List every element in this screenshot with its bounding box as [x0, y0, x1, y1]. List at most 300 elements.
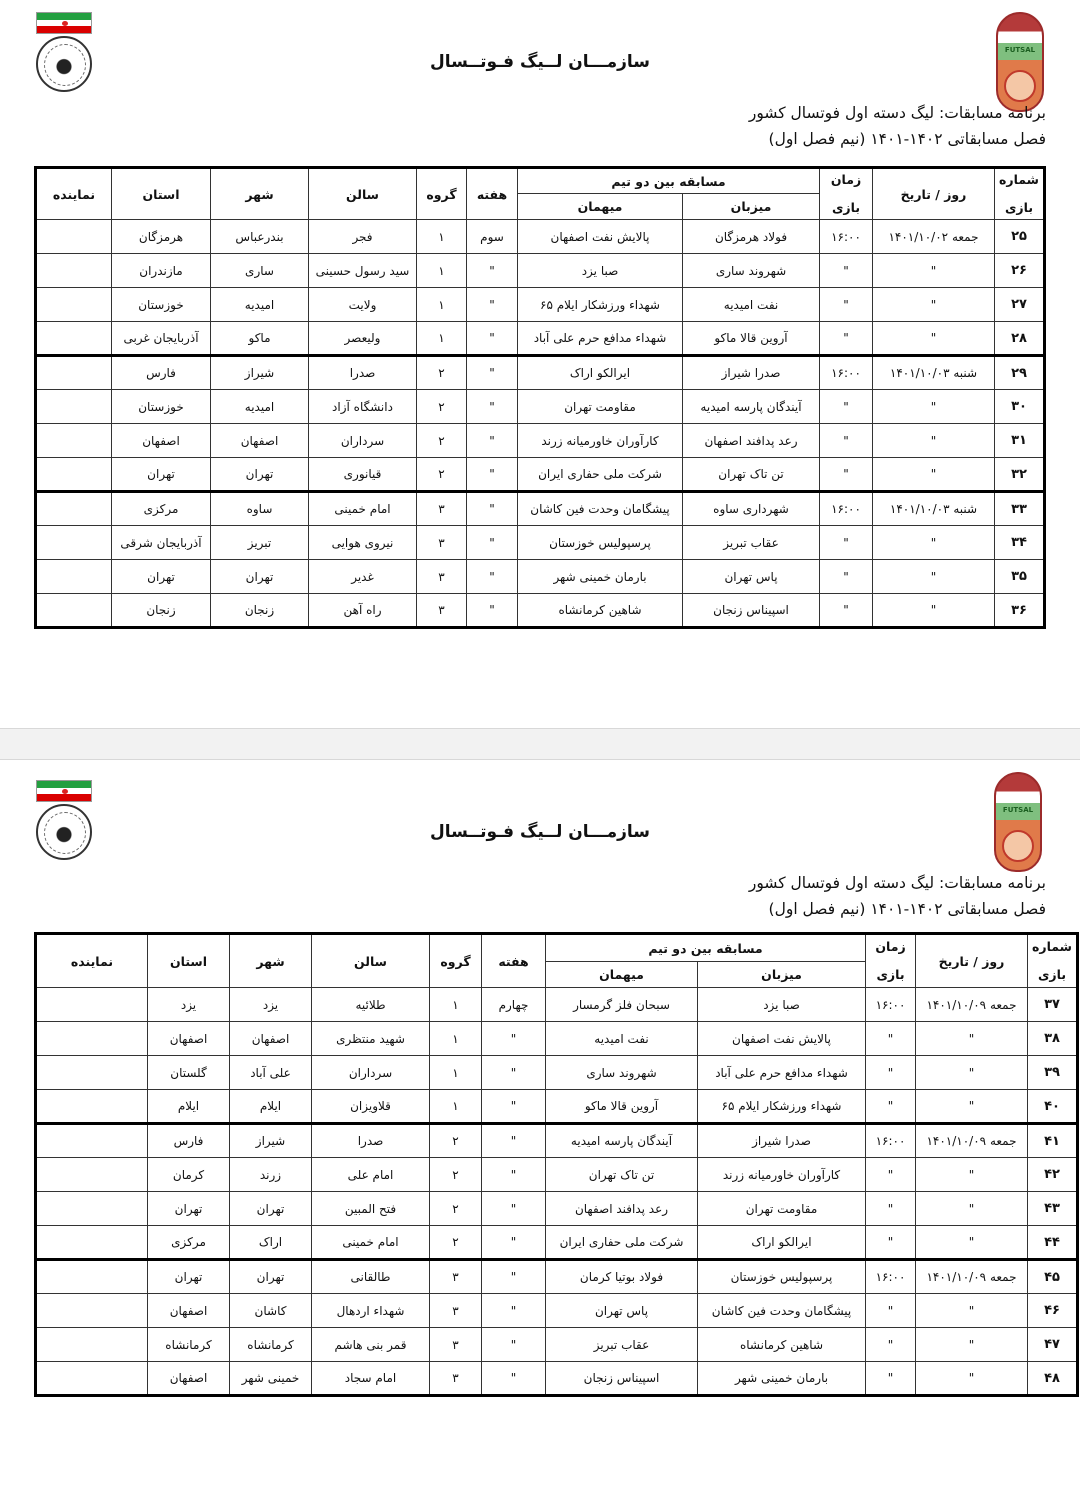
time-cell: " — [820, 526, 873, 560]
date-cell: " — [916, 1192, 1028, 1226]
representative-cell — [36, 322, 112, 356]
group-cell: ۳ — [430, 1328, 482, 1362]
header-city: شهر — [230, 934, 312, 988]
host-team-cell: پرسپولیس خوزستان — [698, 1260, 866, 1294]
representative-cell — [36, 492, 112, 526]
match-number-cell: ۳۵ — [995, 560, 1045, 594]
match-number-cell: ۲۶ — [995, 254, 1045, 288]
header-guest: میهمان — [546, 962, 698, 988]
schedule-page-2 — [0, 760, 1080, 1509]
group-cell: ۲ — [430, 1192, 482, 1226]
date-cell: " — [916, 1226, 1028, 1260]
schedule-body — [36, 220, 1045, 628]
table-row — [36, 424, 1045, 458]
week-cell: " — [467, 492, 518, 526]
city-cell: تهران — [230, 1192, 312, 1226]
week-cell: " — [467, 356, 518, 390]
guest-team-cell: سبحان فلز گرمسار — [546, 988, 698, 1022]
schedule-body — [36, 988, 1078, 1396]
match-number-cell: ۳۱ — [995, 424, 1045, 458]
host-team-cell: فولاد هرمزگان — [683, 220, 820, 254]
guest-team-cell: عقاب تبریز — [546, 1328, 698, 1362]
host-team-cell: پاس تهران — [683, 560, 820, 594]
guest-team-cell: پرسپولیس خوزستان — [518, 526, 683, 560]
province-cell: اصفهان — [148, 1362, 230, 1396]
week-cell: " — [467, 594, 518, 628]
group-cell: ۲ — [417, 356, 467, 390]
host-team-cell: پیشگامان وحدت فین کاشان — [698, 1294, 866, 1328]
table-row — [36, 1090, 1078, 1124]
representative-cell — [36, 220, 112, 254]
match-number-cell: ۳۹ — [1028, 1056, 1078, 1090]
hall-cell: امام علی — [312, 1158, 430, 1192]
host-team-cell: آیندگان پارسه امیدیه — [683, 390, 820, 424]
guest-team-cell: شرکت ملی حفاری ایران — [546, 1226, 698, 1260]
city-cell: تبریز — [211, 526, 309, 560]
group-cell: ۱ — [417, 288, 467, 322]
futsal-logo-text: FUTSAL — [1004, 46, 1036, 54]
match-number-cell: ۲۵ — [995, 220, 1045, 254]
date-cell: جمعه ۱۴۰۱/۱۰/۰۹ — [916, 1260, 1028, 1294]
date-cell: " — [873, 458, 995, 492]
city-cell: کاشان — [230, 1294, 312, 1328]
header-province: استان — [148, 934, 230, 988]
table-row — [36, 492, 1045, 526]
time-cell: ۱۶:۰۰ — [866, 988, 916, 1022]
guest-team-cell: شهداء ورزشکار ایلام ۶۵ — [518, 288, 683, 322]
city-cell: تهران — [211, 458, 309, 492]
header-between-teams: مسابقه بین دو تیم — [546, 934, 866, 962]
table-row — [36, 1260, 1078, 1294]
match-number-cell: ۳۴ — [995, 526, 1045, 560]
schedule-page-1 — [0, 0, 1080, 728]
group-cell: ۲ — [417, 390, 467, 424]
date-cell: شنبه ۱۴۰۱/۱۰/۰۳ — [873, 356, 995, 390]
hall-cell: طلائیه — [312, 988, 430, 1022]
date-cell: " — [873, 288, 995, 322]
hall-cell: امام خمینی — [309, 492, 417, 526]
match-number-cell: ۴۳ — [1028, 1192, 1078, 1226]
week-cell: " — [467, 526, 518, 560]
guest-team-cell: صبا یزد — [518, 254, 683, 288]
week-cell: " — [467, 560, 518, 594]
organization-title: سازمـــان لــیگ فـوتــسال — [430, 822, 650, 842]
group-cell: ۲ — [430, 1124, 482, 1158]
date-cell: " — [916, 1294, 1028, 1328]
hall-cell: فتح المبین — [312, 1192, 430, 1226]
city-cell: ایلام — [230, 1090, 312, 1124]
guest-team-cell: شهروند ساری — [546, 1056, 698, 1090]
city-cell: ماکو — [211, 322, 309, 356]
table-row — [36, 390, 1045, 424]
guest-team-cell: شهداء مدافع حرم علی آباد — [518, 322, 683, 356]
match-number-cell: ۳۰ — [995, 390, 1045, 424]
representative-cell — [36, 288, 112, 322]
province-cell: تهران — [112, 560, 211, 594]
hall-cell: صدرا — [312, 1124, 430, 1158]
province-cell: فارس — [148, 1124, 230, 1158]
group-cell: ۱ — [417, 322, 467, 356]
table-row — [36, 1226, 1078, 1260]
representative-cell — [36, 1158, 148, 1192]
representative-cell — [36, 458, 112, 492]
host-team-cell: مقاومت تهران — [698, 1192, 866, 1226]
week-cell: " — [467, 288, 518, 322]
city-cell: ساوه — [211, 492, 309, 526]
host-team-cell: اسپیناس زنجان — [683, 594, 820, 628]
host-team-cell: رعد پدافند اصفهان — [683, 424, 820, 458]
table-row — [36, 1294, 1078, 1328]
city-cell: یزد — [230, 988, 312, 1022]
match-number-cell: ۳۶ — [995, 594, 1045, 628]
table-row — [36, 988, 1078, 1022]
guest-team-cell: شاهین کرمانشاه — [518, 594, 683, 628]
hall-cell: راه آهن — [309, 594, 417, 628]
host-team-cell: صدرا شیراز — [683, 356, 820, 390]
hall-cell: قلاویزان — [312, 1090, 430, 1124]
date-cell: جمعه ۱۴۰۱/۱۰/۰۲ — [873, 220, 995, 254]
header-city: شهر — [211, 168, 309, 220]
province-cell: خوزستان — [112, 390, 211, 424]
date-cell: " — [916, 1328, 1028, 1362]
guest-team-cell: شرکت ملی حفاری ایران — [518, 458, 683, 492]
table-row — [36, 254, 1045, 288]
time-cell: " — [866, 1090, 916, 1124]
group-cell: ۱ — [430, 1022, 482, 1056]
season-line: فصل مسابقاتی ۱۴۰۲-۱۴۰۱ (نیم فصل اول) — [768, 130, 1046, 148]
header-guest: میهمان — [518, 194, 683, 220]
host-team-cell: کارآوران خاورمیانه زرند — [698, 1158, 866, 1192]
group-cell: ۳ — [417, 594, 467, 628]
match-number-cell: ۲۹ — [995, 356, 1045, 390]
representative-cell — [36, 988, 148, 1022]
hall-cell: ولیعصر — [309, 322, 417, 356]
host-team-cell: شهداء مدافع حرم علی آباد — [698, 1056, 866, 1090]
guest-team-cell: کارآوران خاورمیانه زرند — [518, 424, 683, 458]
representative-cell — [36, 1090, 148, 1124]
week-cell: چهارم — [482, 988, 546, 1022]
province-cell: فارس — [112, 356, 211, 390]
representative-cell — [36, 1056, 148, 1090]
group-cell: ۱ — [430, 988, 482, 1022]
header-representative: نماینده — [36, 168, 112, 220]
city-cell: تهران — [211, 560, 309, 594]
hall-cell: شهید منتظری — [312, 1022, 430, 1056]
city-cell: بندرعباس — [211, 220, 309, 254]
time-cell: " — [820, 322, 873, 356]
header-match-number: شماره بازی — [995, 168, 1045, 220]
schedule-table — [34, 932, 1079, 1397]
match-number-cell: ۴۱ — [1028, 1124, 1078, 1158]
city-cell: امیدیه — [211, 390, 309, 424]
week-cell: " — [467, 424, 518, 458]
guest-team-cell: نفت امیدیه — [546, 1022, 698, 1056]
hall-cell: فجر — [309, 220, 417, 254]
time-cell: " — [820, 594, 873, 628]
date-cell: " — [916, 1158, 1028, 1192]
host-team-cell: پالایش نفت اصفهان — [698, 1022, 866, 1056]
guest-team-cell: اسپیناس زنجان — [546, 1362, 698, 1396]
table-row — [36, 560, 1045, 594]
week-cell: " — [482, 1362, 546, 1396]
date-cell: " — [873, 594, 995, 628]
group-cell: ۱ — [430, 1090, 482, 1124]
group-cell: ۲ — [430, 1158, 482, 1192]
header-week: هفته — [467, 168, 518, 220]
week-cell: " — [482, 1090, 546, 1124]
match-number-cell: ۳۸ — [1028, 1022, 1078, 1056]
time-cell: " — [866, 1362, 916, 1396]
header-match-time: زمان بازی — [820, 168, 873, 220]
page-separator — [0, 728, 1080, 760]
header-day-date: روز / تاریخ — [873, 168, 995, 220]
date-cell: " — [916, 1090, 1028, 1124]
week-cell: " — [482, 1158, 546, 1192]
group-cell: ۳ — [417, 526, 467, 560]
time-cell: " — [820, 390, 873, 424]
group-cell: ۳ — [430, 1260, 482, 1294]
representative-cell — [36, 356, 112, 390]
match-number-cell: ۴۸ — [1028, 1362, 1078, 1396]
group-cell: ۲ — [430, 1226, 482, 1260]
province-cell: کرمان — [148, 1158, 230, 1192]
meta-block — [749, 100, 1046, 152]
province-cell: اصفهان — [148, 1294, 230, 1328]
week-cell: " — [467, 458, 518, 492]
province-cell: کرمانشاه — [148, 1328, 230, 1362]
host-team-cell: ایرالکو اراک — [698, 1226, 866, 1260]
time-cell: " — [866, 1056, 916, 1090]
date-cell: " — [873, 254, 995, 288]
match-number-cell: ۴۰ — [1028, 1090, 1078, 1124]
representative-cell — [36, 1328, 148, 1362]
week-cell: " — [482, 1294, 546, 1328]
representative-cell — [36, 1022, 148, 1056]
representative-cell — [36, 594, 112, 628]
guest-team-cell: پالایش نفت اصفهان — [518, 220, 683, 254]
group-cell: ۱ — [417, 254, 467, 288]
hall-cell: صدرا — [309, 356, 417, 390]
city-cell: امیدیه — [211, 288, 309, 322]
hall-cell: سرداران — [312, 1056, 430, 1090]
province-cell: مازندران — [112, 254, 211, 288]
hall-cell: غدیر — [309, 560, 417, 594]
city-cell: شیراز — [230, 1124, 312, 1158]
guest-team-cell: آیندگان پارسه امیدیه — [546, 1124, 698, 1158]
organization-title: سازمـــان لــیگ فـوتــسال — [430, 52, 650, 72]
host-team-cell: عقاب تبریز — [683, 526, 820, 560]
hall-cell: قیانوری — [309, 458, 417, 492]
group-cell: ۳ — [417, 492, 467, 526]
host-team-cell: صبا یزد — [698, 988, 866, 1022]
city-cell: ساری — [211, 254, 309, 288]
province-cell: آذربایجان شرقی — [112, 526, 211, 560]
province-cell: زنجان — [112, 594, 211, 628]
host-team-cell: بارمان خمینی شهر — [698, 1362, 866, 1396]
province-cell: مرکزی — [112, 492, 211, 526]
iran-flag-icon — [36, 780, 92, 802]
header-hall: سالن — [312, 934, 430, 988]
hall-cell: دانشگاه آزاد — [309, 390, 417, 424]
representative-cell — [36, 390, 112, 424]
time-cell: " — [820, 424, 873, 458]
meta-block — [749, 870, 1046, 922]
match-number-cell: ۲۷ — [995, 288, 1045, 322]
match-number-cell: ۳۲ — [995, 458, 1045, 492]
time-cell: ۱۶:۰۰ — [820, 356, 873, 390]
table-row — [36, 288, 1045, 322]
representative-cell — [36, 1260, 148, 1294]
time-cell: " — [866, 1192, 916, 1226]
guest-team-cell: پیشگامان وحدت فین کاشان — [518, 492, 683, 526]
header-day-date: روز / تاریخ — [916, 934, 1028, 988]
hall-cell: سید رسول حسینی — [309, 254, 417, 288]
table-row — [36, 1056, 1078, 1090]
time-cell: " — [820, 458, 873, 492]
week-cell: " — [467, 254, 518, 288]
date-cell: شنبه ۱۴۰۱/۱۰/۰۳ — [873, 492, 995, 526]
header-representative: نماینده — [36, 934, 148, 988]
match-number-cell: ۴۶ — [1028, 1294, 1078, 1328]
host-team-cell: شهروند ساری — [683, 254, 820, 288]
representative-cell — [36, 424, 112, 458]
match-number-cell: ۳۷ — [1028, 988, 1078, 1022]
week-cell: سوم — [467, 220, 518, 254]
schedule-table — [34, 166, 1046, 629]
city-cell: شیراز — [211, 356, 309, 390]
time-cell: " — [866, 1022, 916, 1056]
week-cell: " — [482, 1022, 546, 1056]
iran-flag-icon — [36, 12, 92, 34]
province-cell: یزد — [148, 988, 230, 1022]
table-row — [36, 458, 1045, 492]
province-cell: اصفهان — [112, 424, 211, 458]
hall-cell: ولایت — [309, 288, 417, 322]
time-cell: " — [820, 254, 873, 288]
province-cell: گلستان — [148, 1056, 230, 1090]
guest-team-cell: آروین قالا ماکو — [546, 1090, 698, 1124]
week-cell: " — [467, 390, 518, 424]
header-host: میزبان — [683, 194, 820, 220]
guest-team-cell: رعد پدافند اصفهان — [546, 1192, 698, 1226]
table-row — [36, 1362, 1078, 1396]
week-cell: " — [482, 1056, 546, 1090]
guest-team-cell: فولاد بوتیا کرمان — [546, 1260, 698, 1294]
time-cell: " — [820, 288, 873, 322]
time-cell: " — [866, 1294, 916, 1328]
match-number-cell: ۴۴ — [1028, 1226, 1078, 1260]
group-cell: ۳ — [430, 1362, 482, 1396]
host-team-cell: آروین قالا ماکو — [683, 322, 820, 356]
city-cell: خمینی شهر — [230, 1362, 312, 1396]
date-cell: " — [873, 424, 995, 458]
header-hall: سالن — [309, 168, 417, 220]
header-match-number: شماره بازی — [1028, 934, 1078, 988]
hall-cell: قمر بنی هاشم — [312, 1328, 430, 1362]
time-cell: " — [866, 1158, 916, 1192]
match-number-cell: ۲۸ — [995, 322, 1045, 356]
match-number-cell: ۴۷ — [1028, 1328, 1078, 1362]
guest-team-cell: ایرالکو اراک — [518, 356, 683, 390]
date-cell: جمعه ۱۴۰۱/۱۰/۰۹ — [916, 1124, 1028, 1158]
guest-team-cell: بارمان خمینی شهر — [518, 560, 683, 594]
city-cell: زرند — [230, 1158, 312, 1192]
date-cell: " — [916, 1022, 1028, 1056]
competition-line: برنامه مسابقات: لیگ دسته اول فوتسال کشور — [748, 874, 1046, 892]
week-cell: " — [482, 1192, 546, 1226]
header-host: میزبان — [698, 962, 866, 988]
guest-team-cell: پاس تهران — [546, 1294, 698, 1328]
group-cell: ۲ — [417, 458, 467, 492]
hall-cell: امام سجاد — [312, 1362, 430, 1396]
hall-cell: نیروی هوایی — [309, 526, 417, 560]
week-cell: " — [482, 1328, 546, 1362]
group-cell: ۱ — [417, 220, 467, 254]
host-team-cell: صدرا شیراز — [698, 1124, 866, 1158]
match-number-cell: ۳۳ — [995, 492, 1045, 526]
date-cell: جمعه ۱۴۰۱/۱۰/۰۹ — [916, 988, 1028, 1022]
week-cell: " — [482, 1226, 546, 1260]
representative-cell — [36, 1226, 148, 1260]
table-row — [36, 526, 1045, 560]
date-cell: " — [873, 322, 995, 356]
host-team-cell: نفت امیدیه — [683, 288, 820, 322]
representative-cell — [36, 1192, 148, 1226]
province-cell: تهران — [148, 1260, 230, 1294]
table-row — [36, 356, 1045, 390]
table-row — [36, 1022, 1078, 1056]
time-cell: " — [866, 1226, 916, 1260]
province-cell: خوزستان — [112, 288, 211, 322]
guest-team-cell: تن تاک تهران — [546, 1158, 698, 1192]
representative-cell — [36, 1294, 148, 1328]
date-cell: " — [873, 526, 995, 560]
competition-line: برنامه مسابقات: لیگ دسته اول فوتسال کشور — [748, 104, 1046, 122]
representative-cell — [36, 526, 112, 560]
representative-cell — [36, 560, 112, 594]
guest-team-cell: مقاومت تهران — [518, 390, 683, 424]
week-cell: " — [482, 1260, 546, 1294]
futsal-logo-text: FUTSAL — [1002, 806, 1034, 814]
date-cell: " — [873, 560, 995, 594]
province-cell: اصفهان — [148, 1022, 230, 1056]
hall-cell: سرداران — [309, 424, 417, 458]
table-row — [36, 1328, 1078, 1362]
header-week: هفته — [482, 934, 546, 988]
host-team-cell: شاهین کرمانشاه — [698, 1328, 866, 1362]
time-cell: ۱۶:۰۰ — [866, 1260, 916, 1294]
table-row — [36, 220, 1045, 254]
hall-cell: طالقانی — [312, 1260, 430, 1294]
city-cell: اصفهان — [211, 424, 309, 458]
host-team-cell: شهداء ورزشکار ایلام ۶۵ — [698, 1090, 866, 1124]
city-cell: زنجان — [211, 594, 309, 628]
representative-cell — [36, 1362, 148, 1396]
date-cell: " — [873, 390, 995, 424]
date-cell: " — [916, 1362, 1028, 1396]
table-row — [36, 1158, 1078, 1192]
match-number-cell: ۴۲ — [1028, 1158, 1078, 1192]
time-cell: ۱۶:۰۰ — [866, 1124, 916, 1158]
time-cell: " — [820, 560, 873, 594]
province-cell: مرکزی — [148, 1226, 230, 1260]
city-cell: اصفهان — [230, 1022, 312, 1056]
table-row — [36, 1124, 1078, 1158]
group-cell: ۲ — [417, 424, 467, 458]
city-cell: اراک — [230, 1226, 312, 1260]
time-cell: " — [866, 1328, 916, 1362]
week-cell: " — [482, 1124, 546, 1158]
